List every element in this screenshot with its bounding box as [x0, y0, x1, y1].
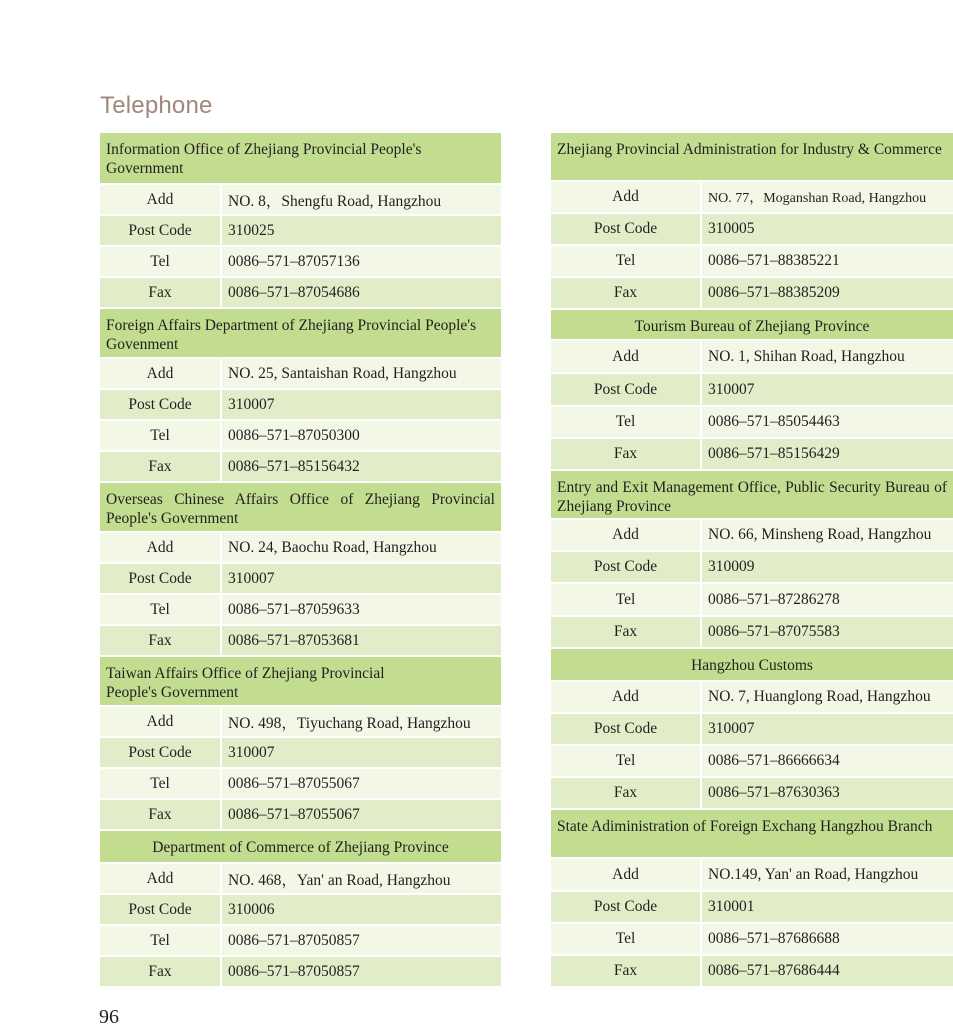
contact-block [551, 649, 953, 810]
contact-block [100, 831, 501, 988]
field-label: Add [551, 341, 702, 372]
field-value: NO. 25, Santaishan Road, Hangzhou [228, 364, 457, 382]
field-label: Tel [100, 247, 222, 276]
org-name: Taiwan Affairs Office of Zhejiang Provincial People's Government [100, 657, 501, 707]
field-label: Post Code [100, 564, 222, 593]
field-label: Fax [551, 439, 702, 469]
tel-row [551, 924, 953, 956]
field-value: 310006 [228, 900, 275, 918]
tel-row [100, 595, 501, 626]
fax-row [551, 956, 953, 988]
field-value: 0086–571–87050857 [228, 962, 360, 980]
field-value: 310007 [228, 395, 275, 413]
field-label: Tel [551, 584, 702, 615]
fax-row [100, 626, 501, 657]
fax-row [551, 439, 953, 471]
field-label: Post Code [100, 895, 222, 924]
fax-row [100, 278, 501, 309]
postcode-row [551, 552, 953, 584]
field-label: Post Code [100, 390, 222, 419]
tel-row [100, 926, 501, 957]
field-label: Add [100, 533, 222, 562]
field-label: Tel [100, 769, 222, 798]
field-value: NO. 8，Shengfu Road, Hangzhou [228, 192, 442, 210]
address-row [551, 182, 953, 214]
fax-row [100, 452, 501, 483]
field-label: Fax [100, 452, 222, 481]
field-value: 0086–571–87686688 [708, 930, 840, 947]
field-value: 310007 [228, 743, 275, 761]
address-row [551, 520, 953, 552]
field-value: 0086–571–85156432 [228, 457, 360, 475]
field-label: Fax [100, 278, 222, 307]
field-value: 0086–571–87053681 [228, 631, 360, 649]
field-value: 0086–571–87059633 [228, 600, 360, 618]
field-value: 0086–571–85156429 [708, 445, 840, 462]
field-label: Fax [100, 957, 222, 986]
org-name: Hangzhou Customs [551, 649, 953, 682]
postcode-row [551, 374, 953, 407]
field-label: Add [100, 707, 222, 736]
fax-row [551, 617, 953, 649]
field-value: NO. 1, Shihan Road, Hangzhou [708, 347, 905, 365]
field-label: Fax [551, 278, 702, 308]
org-name: Entry and Exit Management Office, Public Security Bureau of Zhejiang Province [551, 471, 953, 520]
field-value: 0086–571–87630363 [708, 784, 840, 801]
fax-row [100, 800, 501, 831]
org-name: Tourism Bureau of Zhejiang Province [551, 310, 953, 341]
field-value: 0086–571–88385209 [708, 284, 840, 301]
field-value: 310025 [228, 221, 275, 239]
right-column [551, 133, 953, 988]
postcode-row [551, 214, 953, 246]
address-row [100, 185, 501, 216]
org-name: Information Office of Zhejiang Provincial People's Government [100, 133, 501, 185]
field-value: 0086–571–87055067 [228, 774, 360, 792]
field-value: NO. 77，Moganshan Road, Hangzhou [708, 191, 927, 206]
field-label: Post Code [551, 374, 702, 405]
contact-block [551, 133, 953, 310]
field-value: 310001 [708, 898, 755, 915]
postcode-row [100, 738, 501, 769]
field-value: NO. 468，Yan' an Road, Hangzhou [228, 871, 451, 889]
left-column [100, 133, 501, 988]
contact-block [100, 483, 501, 657]
field-value: 310005 [708, 220, 755, 237]
field-value: NO. 498，Tiyuchang Road, Hangzhou [228, 714, 471, 732]
field-label: Post Code [551, 892, 702, 922]
field-label: Tel [551, 407, 702, 437]
postcode-row [551, 714, 953, 746]
field-value: 310007 [228, 569, 275, 587]
address-row [551, 682, 953, 714]
fax-row [551, 278, 953, 310]
tel-row [551, 584, 953, 617]
address-row [100, 707, 501, 738]
field-label: Fax [100, 626, 222, 655]
field-label: Add [551, 182, 702, 212]
tel-row [551, 246, 953, 278]
tel-row [551, 746, 953, 778]
field-label: Tel [100, 926, 222, 955]
address-row [551, 859, 953, 892]
tel-row [100, 421, 501, 452]
tel-row [551, 407, 953, 439]
field-label: Post Code [100, 738, 222, 767]
field-label: Post Code [100, 216, 222, 245]
contact-block [100, 133, 501, 309]
contact-block [551, 810, 953, 988]
address-row [100, 864, 501, 895]
field-label: Add [551, 520, 702, 550]
field-value: 310007 [708, 720, 755, 737]
org-name: Department of Commerce of Zhejiang Province [100, 831, 501, 864]
field-label: Add [100, 185, 222, 214]
fax-row [551, 778, 953, 810]
field-label: Tel [100, 595, 222, 624]
postcode-row [100, 216, 501, 247]
field-label: Fax [551, 617, 702, 647]
page-number: 96 [99, 1006, 119, 1028]
field-value: 0086–571–86666634 [708, 752, 840, 769]
contact-block [551, 471, 953, 649]
tel-row [100, 769, 501, 800]
field-label: Post Code [551, 714, 702, 744]
org-name: Zhejiang Provincial Administration for Industry & Commerce [551, 133, 953, 182]
postcode-row [551, 892, 953, 924]
field-value: 0086–571–87054686 [228, 283, 360, 301]
field-label: Tel [100, 421, 222, 450]
contact-block [100, 309, 501, 483]
field-value: 0086–571–87057136 [228, 252, 360, 270]
field-value: 0086–571–87686444 [708, 962, 840, 979]
field-label: Fax [551, 956, 702, 986]
field-value: 310007 [708, 380, 755, 398]
address-row [551, 341, 953, 374]
field-label: Add [100, 359, 222, 388]
postcode-row [100, 895, 501, 926]
contact-block [551, 310, 953, 471]
field-value: 0086–571–85054463 [708, 413, 840, 430]
field-value: NO.149, Yan' an Road, Hangzhou [708, 865, 919, 883]
field-value: 0086–571–87050300 [228, 426, 360, 444]
postcode-row [100, 390, 501, 421]
org-name: Foreign Affairs Department of Zhejiang Provincial People's Govenment [100, 309, 501, 359]
field-label: Fax [100, 800, 222, 829]
fax-row [100, 957, 501, 988]
field-value: 0086–571–87055067 [228, 805, 360, 823]
page-title: Telephone [100, 92, 213, 119]
field-value: 0086–571–87075583 [708, 623, 840, 640]
org-name: Overseas Chinese Affairs Office of Zhejiang Provincial People's Government [100, 483, 501, 533]
address-row [100, 533, 501, 564]
tel-row [100, 247, 501, 278]
field-value: 0086–571–87050857 [228, 931, 360, 949]
field-value: NO. 24, Baochu Road, Hangzhou [228, 538, 437, 556]
field-value: NO. 66, Minsheng Road, Hangzhou [708, 526, 932, 543]
postcode-row [100, 564, 501, 595]
field-label: Fax [551, 778, 702, 808]
address-row [100, 359, 501, 390]
field-value: 0086–571–88385221 [708, 252, 840, 269]
field-label: Tel [551, 246, 702, 276]
field-label: Add [551, 682, 702, 712]
field-value: 0086–571–87286278 [708, 590, 840, 608]
field-label: Add [100, 864, 222, 893]
field-label: Add [551, 859, 702, 890]
field-value: 310009 [708, 558, 755, 575]
field-label: Tel [551, 746, 702, 776]
field-value: NO. 7, Huanglong Road, Hangzhou [708, 688, 931, 705]
field-label: Post Code [551, 552, 702, 582]
field-label: Post Code [551, 214, 702, 244]
field-label: Tel [551, 924, 702, 954]
org-name: State Adiministration of Foreign Exchang Hangzhou Branch [551, 810, 953, 859]
contact-block [100, 657, 501, 831]
